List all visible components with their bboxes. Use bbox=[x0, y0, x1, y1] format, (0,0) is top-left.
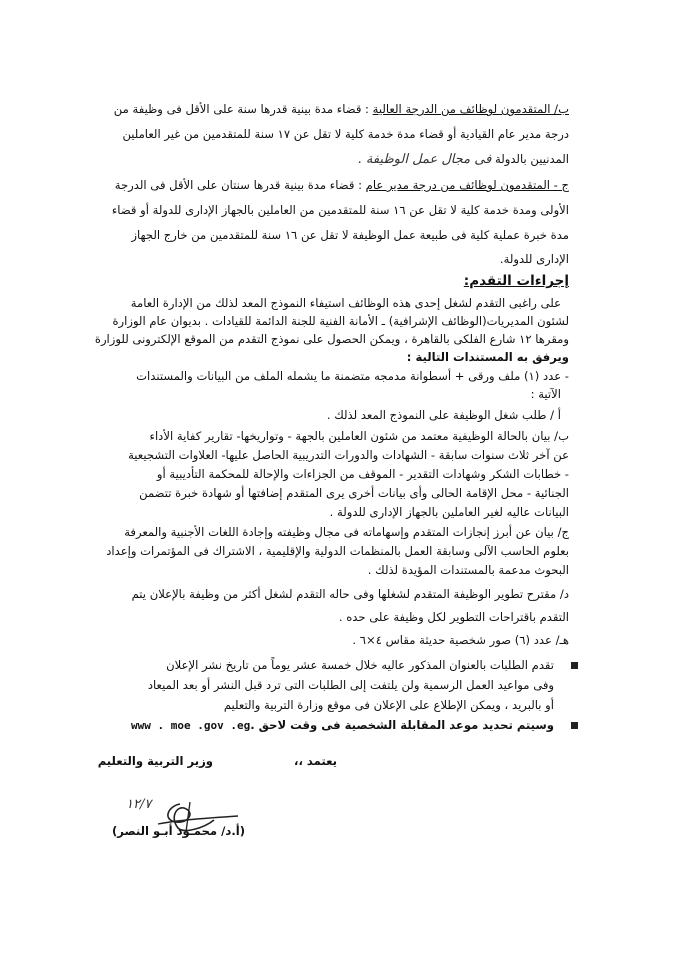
procedures-line-1: على راغبى التقدم لشغل إحدى هذه الوظائف استيفاء النموذج المعد لذلك من الإدارة العامة bbox=[130, 296, 561, 310]
item-b-line-2: عن آخر ثلاث سنوات سابقة - الشهادات والدورات التدريبية الحاصل عليها- العلاوات التشجيعية bbox=[128, 448, 569, 462]
item-c-line-1: ج/ بيان عن أبرز إنجازات المتقدم وإسهاماته فى مجال وظيفته وإجادة اللغات الأجنبية والمعرفة bbox=[124, 525, 569, 539]
signature-date: ١٢/٧ bbox=[126, 797, 152, 812]
item-b-line-3: - خطابات الشكر وشهادات التقدير - الموقف من الجزاءات والإحالة للمحكمة التأديبية أو bbox=[156, 467, 569, 481]
item-d-line-1: د/ مقترح تطوير الوظيفة المتقدم لشغلها وفى حاله التقدم لشغل أكثر من وظيفة بالإعلان يتم bbox=[131, 587, 569, 601]
item-c-line-3: البحوث مدعمة بالمستندات المؤيدة لذلك . bbox=[367, 563, 569, 577]
item-b-line-5: البيانات عاليه لغير العاملين بالجهاز الإدارى للدولة . bbox=[329, 505, 569, 519]
clause-b-line-1: ب/ المتقدمون لوظائف من الدرجة العالية : قضاء مدة بينية قدرها سنة على الأقل فى وظيفة من bbox=[113, 102, 569, 116]
signatory-name: (أ.د/ محمـود أبـو النصر) bbox=[111, 824, 245, 838]
website-url: www . moe .gov .eg bbox=[130, 719, 251, 732]
item-c-line-2: بعلوم الحاسب الآلى وسابقة العمل بالمنظمات الدولية والإقليمية ، الاشتراك فى المؤتمرات وإعداد bbox=[106, 544, 569, 558]
note-1-line-3: أو بالبريد ، ويمكن الإطلاع على الإعلان فى موقع وزارة التربية والتعليم bbox=[223, 698, 554, 712]
handwritten-note: فى مجال عمل الوظيفة . bbox=[357, 152, 492, 167]
item-b-line-4: الجنائية - محل الإقامة الحالى وأى بيانات أخرى يرى المتقدم إضافتها أو شهادة خبرة تتضمن bbox=[139, 486, 569, 500]
attachments-heading: ويرفق به المستندات التالية : bbox=[406, 350, 569, 364]
note-2: وسيتم تحديد موعد المقابلة الشخصية فى وقت لاحق .www . moe .gov .eg bbox=[130, 718, 554, 732]
item-h: هـ/ عدد (٦) صور شخصية حديثة مقاس ٤×٦ . bbox=[352, 633, 569, 647]
item-a: أ / طلب شغل الوظيفة على النموذج المعد لذلك . bbox=[326, 408, 561, 422]
item-b-line-1: ب/ بيان بالحالة الوظيفية معتمد من شئون العاملين بالجهة - وتواريخها- تقارير كفاية الأداء bbox=[149, 429, 569, 443]
bullet-square-icon bbox=[571, 722, 578, 729]
clause-c-line-1: ج - المتقدمون لوظائف من درجة مدير عام : قضاء مدة بينية قدرها سنتان على الأقل فى الدرجة bbox=[114, 178, 569, 192]
attachments-line-2: الآتية : bbox=[530, 387, 561, 401]
clause-b-line-3: المدنيين بالدولة فى مجال عمل الوظيفة . bbox=[357, 152, 569, 167]
clause-b-line-2: درجة مدير عام القيادية أو قضاء مدة خدمة كلية لا تقل عن ١٧ سنة للمتقدمين من غير العاملين bbox=[122, 127, 569, 141]
note-1-line-2: وفى مواعيد العمل الرسمية ولن يلتفت إلى الطلبات التى ترد قبل النشر أو بعد الميعاد bbox=[147, 678, 554, 692]
clause-c-line-2: الأولى ومدة خدمة كلية لا تقل عن ١٦ سنة للمتقدمين من العاملين بالجهاز الإدارى للدولة أو قضاء bbox=[111, 203, 569, 217]
note-1-line-1: تقدم الطلبات بالعنوان المذكور عاليه خلال خمسة عشر يوماً من تاريخ نشر الإعلان bbox=[166, 658, 554, 672]
procedures-heading: إجراءات التقدم: bbox=[463, 273, 569, 289]
minister-title: وزير التربية والتعليم bbox=[97, 754, 213, 768]
approval-label: يعتمد ،، bbox=[294, 754, 337, 768]
procedures-line-2: لشئون المديريات(الوظائف الإشرافية) ـ الأمانة الفنية للجنة الدائمة للقيادات . بديوان عام الوزارة bbox=[112, 314, 569, 328]
clause-c-line-3: مدة خبرة عملية كلية فى طبيعة عمل الوظيفة لا تقل عن ١٦ سنة للمتقدمين من خارج الجهاز bbox=[131, 228, 569, 242]
clause-c-line-4: الإدارى للدولة. bbox=[499, 252, 569, 266]
procedures-line-3: ومقرها ١٢ شارع الفلكى بالقاهرة ، ويمكن الحصول على نموذج التقدم من الموقع الإلكترونى للوزارة bbox=[94, 332, 569, 346]
bullet-square-icon bbox=[571, 662, 578, 669]
attachments-line-1: - عدد (١) ملف ورقى + أسطوانة مدمجه متضمنة ما يشمله الملف من البيانات والمستندات bbox=[136, 369, 569, 383]
item-d-line-2: التقدم باقتراحات التطوير لكل وظيفة على حده . bbox=[338, 610, 569, 624]
